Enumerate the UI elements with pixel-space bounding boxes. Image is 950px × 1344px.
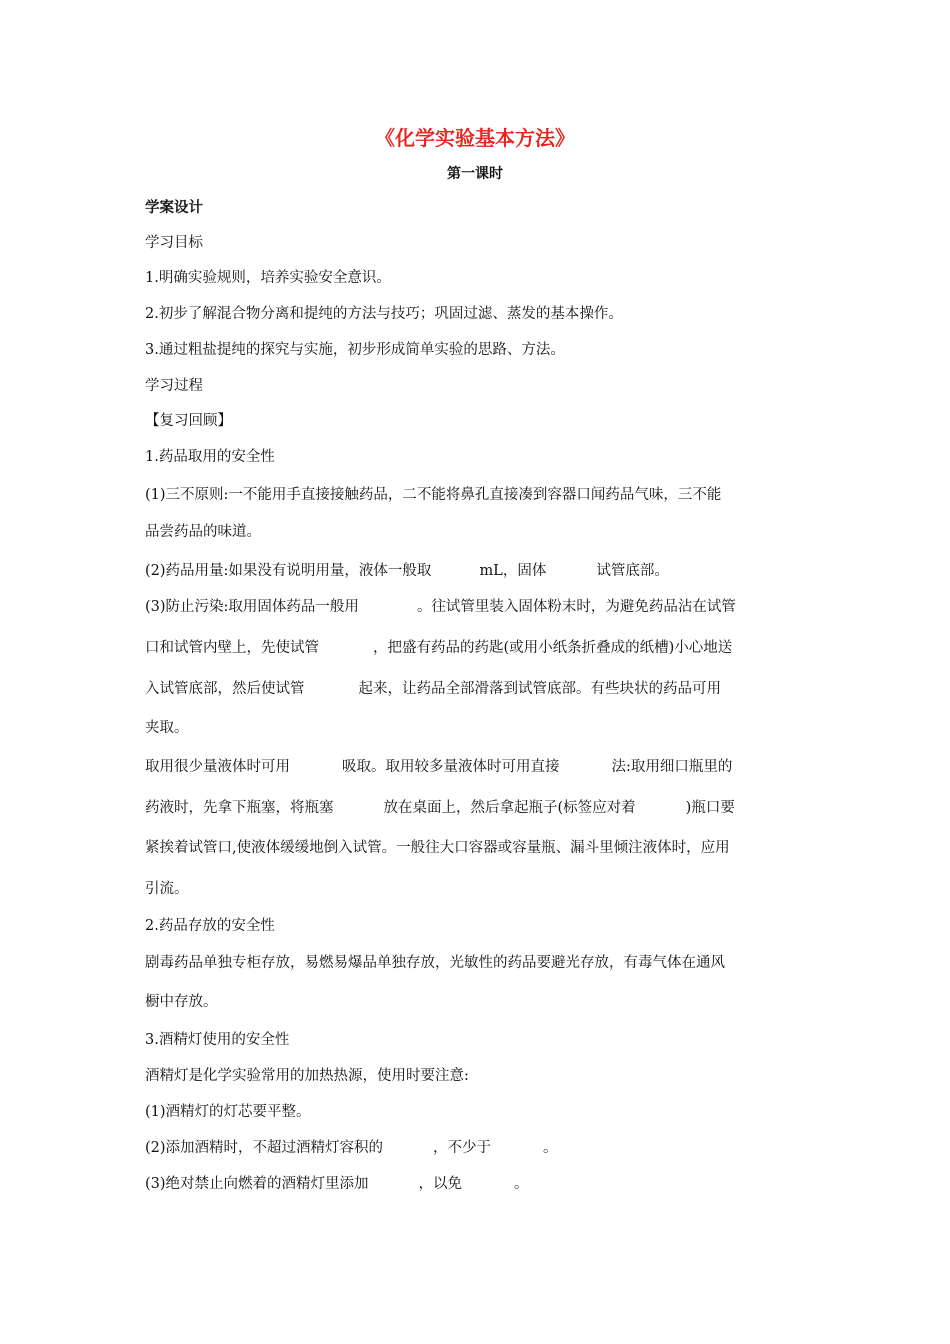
text-segment: ，把盛有药品的药匙(或用小纸条折叠成的纸槽)小心地送: [373, 640, 733, 656]
text-segment: 试管底部。: [596, 563, 669, 579]
pollution-line: [145, 638, 825, 658]
review-heading: 【复习回顾】: [145, 413, 232, 429]
pollution-line: 夹取。: [145, 720, 189, 736]
alcohol-lamp-heading: 3.酒精灯使用的安全性: [145, 1032, 290, 1048]
text-segment: 入试管底部，然后使试管: [145, 681, 305, 697]
liquid-line: [145, 798, 825, 818]
alcohol-lamp-item: [145, 1174, 825, 1194]
text-segment: 。: [514, 1176, 529, 1192]
text-segment: 放在桌面上，然后拿起瓶子(标签应对着: [383, 800, 636, 816]
text-segment: )瓶口要: [685, 800, 735, 816]
drug-use-paragraph: 品尝药品的味道。: [145, 524, 261, 540]
drug-storage-paragraph: 橱中存放。: [145, 994, 218, 1010]
text-segment: (3)防止污染:取用固体药品一般用: [145, 599, 359, 615]
text-segment: 取用很少量液体时可用: [145, 759, 290, 775]
alcohol-lamp-item: (1)酒精灯的灯芯要平整。: [145, 1104, 311, 1120]
alcohol-lamp-intro: 酒精灯是化学实验常用的加热热源，使用时要注意:: [145, 1068, 469, 1084]
text-segment: (2)药品用量:如果没有说明用量，液体一般取: [145, 563, 432, 579]
text-segment: ，不少于: [433, 1140, 492, 1156]
drug-storage-paragraph: 剧毒药品单独专柜存放，易燃易爆品单独存放，光敏性的药品要避光存放，有毒气体在通风: [145, 955, 725, 971]
text-segment: 口和试管内壁上，先使试管: [145, 640, 319, 656]
text-segment: 法:取用细口瓶里的: [611, 759, 733, 775]
text-segment: (3)绝对禁止向燃着的酒精灯里添加: [145, 1176, 369, 1192]
text-segment: 吸取。取用较多量液体时可用直接: [342, 759, 560, 775]
objective-item: 2.初步了解混合物分离和提纯的方法与技巧；巩固过滤、蒸发的基本操作。: [145, 306, 623, 322]
text-segment: 起来，让药品全部滑落到试管底部。有些块状的药品可用: [358, 681, 721, 697]
drug-use-heading: 1.药品取用的安全性: [145, 449, 275, 465]
text-segment: mL，固体: [479, 563, 547, 579]
pollution-line: [145, 597, 825, 617]
text-segment: ，以免: [418, 1176, 463, 1192]
liquid-line: 紧挨着试管口,使液体缓缓地倒入试管。一般往大口容器或容量瓶、漏斗里倾注液体时，应用: [145, 840, 730, 856]
drug-storage-heading: 2.药品存放的安全性: [145, 918, 275, 934]
text-segment: 。: [543, 1140, 558, 1156]
section-heading: 学案设计: [145, 200, 203, 216]
objective-item: 1.明确实验规则，培养实验安全意识。: [145, 270, 391, 286]
document-title: 《化学实验基本方法》: [375, 126, 575, 150]
alcohol-lamp-item: [145, 1138, 825, 1158]
document-subtitle: 第一课时: [447, 166, 503, 182]
drug-amount-line: [145, 561, 825, 581]
text-segment: 药液时，先拿下瓶塞，将瓶塞: [145, 800, 334, 816]
text-segment: (2)添加酒精时，不超过酒精灯容积的: [145, 1140, 384, 1156]
process-heading: 学习过程: [145, 378, 203, 394]
objective-item: 3.通过粗盐提纯的探究与实施，初步形成简单实验的思路、方法。: [145, 342, 565, 358]
liquid-line: [145, 757, 825, 777]
drug-use-paragraph: (1)三不原则:一不能用手直接接触药品，二不能将鼻孔直接凑到容器口闻药品气味，三不能: [145, 487, 722, 503]
liquid-line: 引流。: [145, 881, 189, 897]
pollution-line: [145, 679, 825, 699]
text-segment: 。往试管里装入固体粉末时，为避免药品沾在试管: [416, 599, 736, 615]
objectives-heading: 学习目标: [145, 235, 203, 251]
